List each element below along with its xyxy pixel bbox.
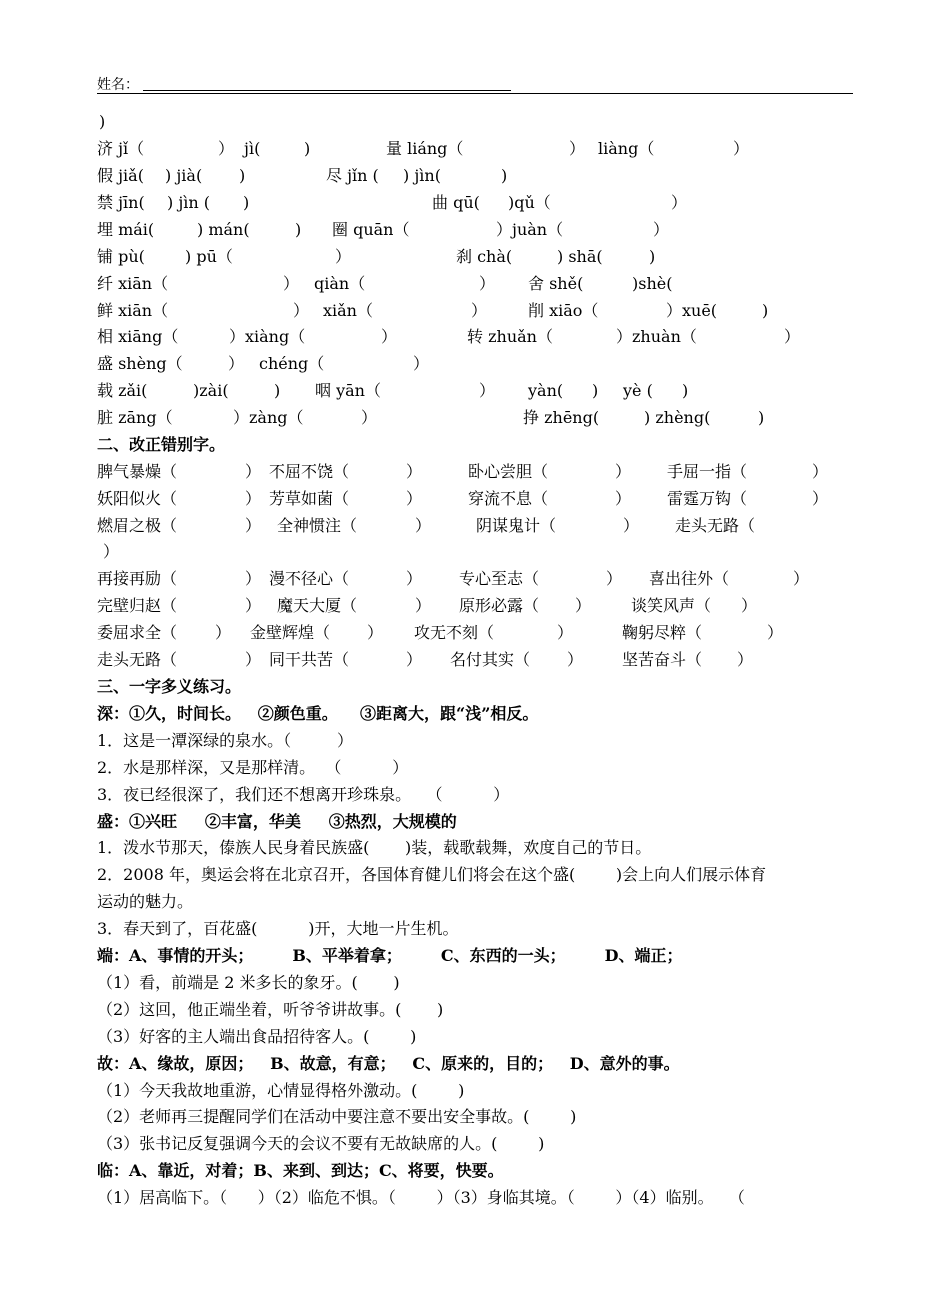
pinyin-item: ) bbox=[243, 193, 250, 212]
meaning-heading: 深：①久，时间长。 ②颜色重。 ③距离大，跟“浅”相反。 bbox=[97, 704, 539, 723]
pinyin-item: 鲜 xiān（ bbox=[97, 301, 169, 320]
exercise-item: 3．春天到了，百花盛( )开，大地一片生机。 bbox=[97, 919, 459, 938]
pinyin-item: 咽 yān（ bbox=[315, 381, 381, 400]
correction-item: 穿流不息（ bbox=[468, 489, 549, 508]
pinyin-item: ) bbox=[239, 166, 246, 185]
correction-item: 脾气暴燥（ bbox=[97, 462, 178, 481]
pinyin-item: ) jìn ( bbox=[167, 193, 211, 212]
correction-item: 喜出往外（ bbox=[649, 569, 730, 588]
correction-item: 金壁辉煌（ bbox=[250, 623, 331, 642]
pinyin-item: 尽 jǐn ( bbox=[326, 166, 379, 185]
pinyin-item: ） bbox=[361, 408, 378, 427]
correction-item: ） bbox=[245, 569, 262, 588]
pinyin-item: 挣 zhēng( bbox=[523, 408, 600, 427]
correction-item: 同干共苦（ bbox=[269, 650, 350, 669]
pinyin-item: 舍 shě( bbox=[528, 274, 584, 293]
correction-item: ） bbox=[606, 569, 623, 588]
pinyin-item: ） bbox=[283, 274, 300, 293]
pinyin-item: 曲 qū( bbox=[432, 193, 480, 212]
meaning-heading: 端：A、事情的开头； B、平举着拿； C、东西的一头； D、端正； bbox=[97, 946, 683, 965]
pinyin-item: ) bbox=[501, 166, 508, 185]
exercise-item: 1．泼水节那天，傣族人民身着民族盛( )装，载歌载舞，欢度自己的节日。 bbox=[97, 838, 652, 857]
correction-item: 专心至志（ bbox=[459, 569, 540, 588]
correction-item: ） bbox=[793, 569, 810, 588]
pinyin-item: 假 jiǎ( bbox=[97, 166, 144, 185]
name-label: 姓名： bbox=[97, 77, 139, 93]
pinyin-item: ） bbox=[784, 327, 801, 346]
correction-item: 卧心尝胆（ bbox=[468, 462, 549, 481]
exercise-item: 运动的魅力。 bbox=[97, 892, 194, 911]
meaning-heading: 盛：①兴旺 ②丰富，华美 ③热烈，大规模的 bbox=[97, 812, 457, 831]
pinyin-item: ) pū（ bbox=[185, 247, 233, 266]
correction-item: ） bbox=[415, 516, 432, 535]
meaning-heading: 临：A、靠近，对着；B、来到、到达；C、将要，快要。 bbox=[97, 1161, 504, 1180]
correction-item: ） bbox=[615, 489, 632, 508]
pinyin-item: ) jià( bbox=[165, 166, 203, 185]
correction-item: 妖阳似火（ bbox=[97, 489, 178, 508]
pinyin-item: )zài( bbox=[193, 381, 229, 400]
pinyin-item: 济 jǐ（ bbox=[97, 139, 145, 158]
correction-item: ） bbox=[245, 650, 262, 669]
pinyin-item: 禁 jīn( bbox=[97, 193, 145, 212]
correction-item: ） bbox=[245, 596, 262, 615]
exercise-item: （1）看，前端是 2 米多长的象牙。( ) bbox=[97, 973, 400, 992]
exercise-item: （1）今天我故地重游，心情显得格外激动。( ) bbox=[97, 1081, 465, 1100]
correction-item: ） bbox=[415, 596, 432, 615]
correction-item: 雷霆万钩（ bbox=[667, 489, 748, 508]
correction-item: 走头无路（ bbox=[675, 516, 756, 535]
pinyin-item: ） bbox=[671, 193, 688, 212]
correction-item: ） bbox=[406, 462, 423, 481]
pinyin-item: 量 liáng（ bbox=[386, 139, 464, 158]
pinyin-item: ) bbox=[592, 381, 599, 400]
correction-item: 原形必露（ bbox=[459, 596, 540, 615]
correction-item: ） bbox=[406, 569, 423, 588]
pinyin-item: yè ( bbox=[623, 381, 653, 400]
pinyin-item: ) bbox=[758, 408, 765, 427]
pinyin-item: )qǔ（ bbox=[508, 193, 551, 212]
pinyin-item: ) shā( bbox=[557, 247, 603, 266]
header-rule bbox=[97, 93, 853, 94]
correction-item: ） bbox=[741, 596, 758, 615]
correction-item: ） bbox=[103, 542, 120, 561]
pinyin-item: ） bbox=[293, 301, 310, 320]
correction-item: 燃眉之极（ bbox=[97, 516, 178, 535]
correction-item: 不屈不饶（ bbox=[269, 462, 350, 481]
pinyin-item: 埋 mái( bbox=[97, 220, 155, 239]
pinyin-item: 纤 xiān（ bbox=[97, 274, 169, 293]
pinyin-item: ） bbox=[335, 247, 352, 266]
pinyin-item: jì( bbox=[244, 139, 261, 158]
paren-close: ) bbox=[99, 112, 106, 131]
pinyin-item: ） bbox=[381, 327, 398, 346]
pinyin-item: 相 xiāng（ bbox=[97, 327, 179, 346]
pinyin-item: 削 xiāo（ bbox=[528, 301, 599, 320]
pinyin-item: ） bbox=[569, 139, 586, 158]
pinyin-item: 铺 pù( bbox=[97, 247, 145, 266]
section-title: 三、一字多义练习。 bbox=[97, 677, 242, 696]
correction-item: 名付其实（ bbox=[450, 650, 531, 669]
correction-item: ） bbox=[367, 623, 384, 642]
pinyin-item: 圈 quān（ bbox=[332, 220, 410, 239]
exercise-item: 2．2008 年，奥运会将在北京召开，各国体育健儿们将会在这个盛( )会上向人们展示体育 bbox=[97, 865, 767, 884]
correction-item: 谈笑风声（ bbox=[631, 596, 712, 615]
correction-item: ） bbox=[406, 489, 423, 508]
correction-item: 手屈一指（ bbox=[667, 462, 748, 481]
pinyin-item: ）juàn（ bbox=[496, 220, 564, 239]
correction-item: 坚苦奋斗（ bbox=[622, 650, 703, 669]
pinyin-item: ） bbox=[653, 220, 670, 239]
pinyin-item: ） bbox=[218, 139, 235, 158]
exercise-item: （3）好客的主人端出食品招待客人。( ) bbox=[97, 1027, 417, 1046]
correction-item: ） bbox=[215, 623, 232, 642]
correction-item: 攻无不刻（ bbox=[414, 623, 495, 642]
pinyin-item: chéng（ bbox=[259, 354, 325, 373]
correction-item: ） bbox=[245, 516, 262, 535]
pinyin-item: )shè( bbox=[632, 274, 673, 293]
pinyin-item: yàn( bbox=[528, 381, 564, 400]
correction-item: ） bbox=[737, 650, 754, 669]
pinyin-item: ）xuē( bbox=[666, 301, 718, 320]
correction-item: ） bbox=[812, 462, 829, 481]
pinyin-item: 盛 shèng（ bbox=[97, 354, 183, 373]
pinyin-item: ） bbox=[228, 354, 245, 373]
correction-item: ） bbox=[406, 650, 423, 669]
pinyin-item: ） bbox=[413, 354, 430, 373]
section-title: 二、改正错别字。 bbox=[97, 435, 226, 454]
correction-item: 魔天大厦（ bbox=[277, 596, 358, 615]
pinyin-item: xiǎn（ bbox=[323, 301, 373, 320]
pinyin-item: ） bbox=[479, 381, 496, 400]
correction-item: 完壁归赵（ bbox=[97, 596, 178, 615]
pinyin-item: ) bbox=[682, 381, 689, 400]
exercise-item: 3．夜已经很深了，我们还不想离开珍珠泉。 （ ） bbox=[97, 785, 510, 804]
pinyin-item: ) bbox=[762, 301, 769, 320]
pinyin-item: ) bbox=[274, 381, 281, 400]
correction-item: ） bbox=[812, 489, 829, 508]
pinyin-item: ) bbox=[295, 220, 302, 239]
correction-item: 漫不径心（ bbox=[269, 569, 350, 588]
pinyin-item: ) jìn( bbox=[403, 166, 441, 185]
correction-item: 再接再励（ bbox=[97, 569, 178, 588]
pinyin-item: ） bbox=[479, 274, 496, 293]
pinyin-item: 载 zǎi( bbox=[97, 381, 148, 400]
pinyin-item: ） bbox=[733, 139, 750, 158]
pinyin-item: liàng（ bbox=[598, 139, 655, 158]
correction-item: ） bbox=[567, 650, 584, 669]
correction-item: ） bbox=[245, 462, 262, 481]
correction-item: ） bbox=[557, 623, 574, 642]
name-header bbox=[97, 74, 853, 94]
correction-item: 走头无路（ bbox=[97, 650, 178, 669]
exercise-item: （2）这回，他正端坐着，听爷爷讲故事。( ) bbox=[97, 1000, 444, 1019]
pinyin-item: 刹 chà( bbox=[456, 247, 513, 266]
exercise-item: （2）老师再三提醒同学们在活动中要注意不要出安全事故。( ) bbox=[97, 1107, 577, 1126]
correction-item: ） bbox=[615, 462, 632, 481]
pinyin-item: 脏 zāng（ bbox=[97, 408, 173, 427]
correction-item: 全神惯注（ bbox=[277, 516, 358, 535]
exercise-item: （3）张书记反复强调今天的会议不要有无故缺席的人。( ) bbox=[97, 1134, 545, 1153]
correction-item: ） bbox=[623, 516, 640, 535]
pinyin-item: ) zhèng( bbox=[644, 408, 711, 427]
pinyin-item: ）zhuàn（ bbox=[616, 327, 697, 346]
pinyin-item: ）xiàng（ bbox=[229, 327, 306, 346]
pinyin-item: ）zàng（ bbox=[233, 408, 304, 427]
correction-item: 委屈求全（ bbox=[97, 623, 178, 642]
correction-item: ） bbox=[767, 623, 784, 642]
exercise-item: 2．水是那样深，又是那样清。 （ ） bbox=[97, 758, 409, 777]
exercise-item: （1）居高临下。（ ）（2）临危不惧。（ ）（3）身临其境。（ ）（4）临别。 （ bbox=[97, 1188, 745, 1207]
pinyin-item: ) mán( bbox=[197, 220, 250, 239]
pinyin-item: qiàn（ bbox=[314, 274, 366, 293]
correction-item: 芳草如菌（ bbox=[269, 489, 350, 508]
correction-item: ） bbox=[245, 489, 262, 508]
exercise-item: 1．这是一潭深绿的泉水。（ ） bbox=[97, 731, 353, 750]
pinyin-item: 转 zhuǎn（ bbox=[467, 327, 553, 346]
correction-item: 阴谋鬼计（ bbox=[476, 516, 557, 535]
correction-item: 鞠躬尽粹（ bbox=[622, 623, 703, 642]
meaning-heading: 故：A、缘故，原因； B、故意，有意； C、原来的，目的； D、意外的事。 bbox=[97, 1054, 680, 1073]
correction-item: ） bbox=[575, 596, 592, 615]
name-blank-line bbox=[143, 90, 511, 91]
pinyin-item: ) bbox=[304, 139, 311, 158]
pinyin-item: ) bbox=[649, 247, 656, 266]
pinyin-item: ） bbox=[471, 301, 488, 320]
